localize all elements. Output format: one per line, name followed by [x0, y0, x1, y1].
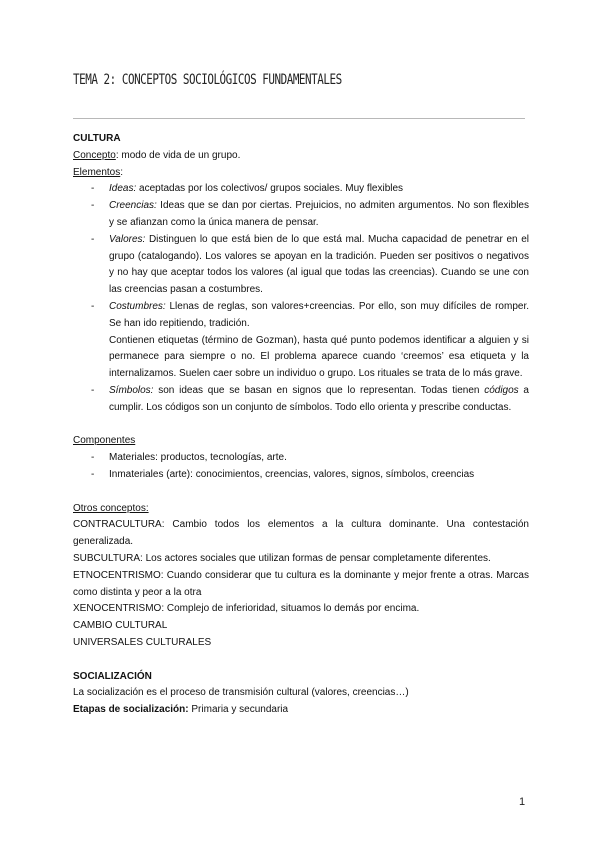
list-item: - Costumbres: Llenas de reglas, son valores+creencias. Por ello, son muy difíciles de romper. Se han ido repitiendo, tradición. Contienen etiquetas (término de Gozman), hasta qué punto podemos identificar a alguien y si permanece para siempre o no. El problema aparece cuando ‘creemos’ esa etiqueta y la internalizamos. Suelen caer sobre un individuo o grupo. Los rituales se trata de lo más grave. — [73, 299, 529, 383]
concepto-text: : modo de vida de un grupo. — [115, 149, 241, 161]
elementos-label: Elementos — [73, 166, 121, 178]
list-item: - Inmateriales (arte): conocimientos, creencias, valores, signos, símbolos, creencias — [73, 467, 529, 484]
page-title: TEMA 2: CONCEPTOS SOCIOLÓGICOS FUNDAMENTALES — [73, 72, 342, 88]
otros-line: XENOCENTRISMO: Complejo de inferioridad, situamos lo demás por encima. — [73, 603, 420, 615]
otros-line: ETNOCENTRISMO: Cuando considerar que tu cultura es la dominante y mejor frente a otras. Marcas como distinta y peor a la otra — [73, 569, 529, 598]
list-item: - Creencias: Ideas que se dan por ciertas. Prejuicios, no admiten argumentos. No son flexibles y se afianzan como la única manera de pensar. — [73, 198, 529, 232]
otros-line: CAMBIO CULTURAL — [73, 620, 168, 632]
concepto-label: Concepto — [73, 149, 116, 161]
elementos-list — [73, 181, 529, 416]
section-heading-cultura: CULTURA — [73, 133, 121, 144]
componentes-list — [73, 450, 529, 484]
title-divider — [73, 118, 525, 119]
document-body — [73, 131, 529, 719]
section-heading-socializacion: SOCIALIZACIÓN — [73, 670, 152, 682]
otros-line: SUBCULTURA: Los actores sociales que utilizan formas de pensar completamente diferentes. — [73, 552, 491, 564]
list-item: - Valores: Distinguen lo que está bien de lo que está mal. Mucha capacidad de penetrar en el grupo (catalogando). Los valores se apoyan en la tradición. Pueden ser positivos o negativos y no hay que aceptar todos los valores (al igual que todas las creencias). Cuando se une con las creencias pasan a costumbres. — [73, 232, 529, 299]
costumbres-extra: Contienen etiquetas (término de Gozman), hasta qué punto podemos identificar a alguien y si permanece para siempre o no. El problema aparece cuando ‘creemos’ esa etiqueta y la internalizamos. Suelen caer sobre un individuo o grupo. Los rituales se trata de lo más grave. — [109, 334, 529, 380]
otros-line: UNIVERSALES CULTURALES — [73, 636, 212, 648]
list-item: - Ideas: aceptadas por los colectivos/ grupos sociales. Muy flexibles — [73, 181, 529, 198]
otros-line: CONTRACULTURA: Cambio todos los elementos a la cultura dominante. Una contestación generalizada. — [73, 519, 529, 548]
list-item: - Símbolos: son ideas que se basan en signos que lo representan. Todas tienen códigos a cumplir. Los códigos son un conjunto de símbolos. Todo ello orienta y prescribe conductas. — [73, 383, 529, 417]
concepto-line — [73, 148, 529, 165]
socializacion-text: La socialización es el proceso de transmisión cultural (valores, creencias…) — [73, 687, 409, 699]
section-heading-componentes: Componentes — [73, 435, 136, 447]
section-heading-otros: Otros conceptos: — [73, 502, 149, 514]
etapas-line: Etapas de socialización: Primaria y secundaria — [73, 704, 289, 716]
list-item: - Materiales: productos, tecnologías, arte. — [73, 450, 529, 467]
elementos-line: Elementos: — [73, 166, 124, 178]
page-number: 1 — [519, 796, 526, 808]
